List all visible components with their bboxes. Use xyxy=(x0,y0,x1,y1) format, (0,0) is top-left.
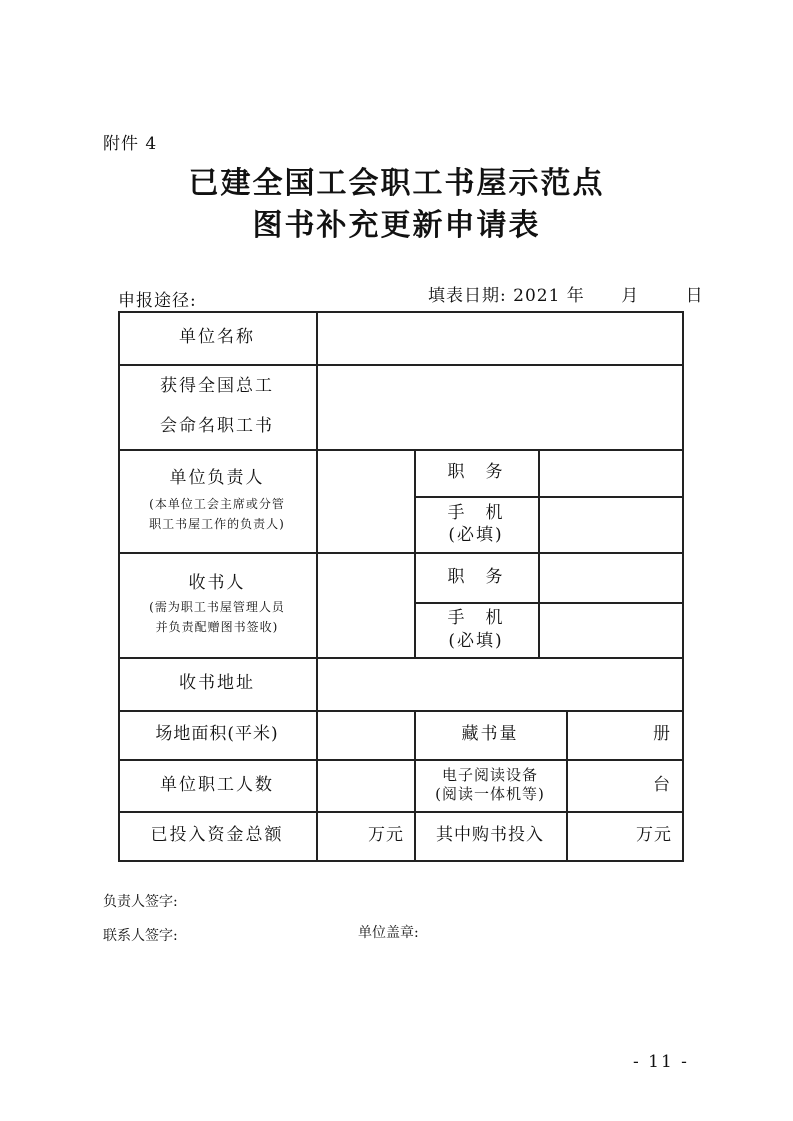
cell-total-investment xyxy=(118,811,316,860)
fill-date-year: 2021 年 xyxy=(513,286,585,306)
cell-unit-name xyxy=(118,311,316,364)
staff-count-label: 单位职工人数 xyxy=(160,774,274,795)
fill-date-label: 填表日期: xyxy=(428,286,507,306)
ereader-label-line1: 电子阅读设备 xyxy=(441,766,538,785)
recipient-mobile-required: (必填) xyxy=(448,630,504,651)
leader-mobile-required: (必填) xyxy=(448,525,504,545)
recipient-field[interactable] xyxy=(318,552,414,657)
leader-signature-label: 负责人签字: xyxy=(103,894,178,910)
venue-area-label: 场地面积(平米) xyxy=(155,724,279,745)
leader-position-field[interactable] xyxy=(540,449,682,496)
unit-name-label: 单位名称 xyxy=(179,327,255,348)
award-label-line1: 获得全国总工 xyxy=(160,376,274,397)
page-title-line2: 图书补充更新申请表 xyxy=(252,208,541,243)
cell-venue-area xyxy=(118,710,316,759)
unit-leader-field[interactable] xyxy=(318,449,414,552)
total-investment-label: 已投入资金总额 xyxy=(150,825,284,846)
total-investment-unit: 万元 xyxy=(368,825,404,846)
venue-area-field[interactable] xyxy=(318,710,414,759)
award-label-line2: 会命名职工书 xyxy=(160,415,274,436)
leader-mobile-field[interactable] xyxy=(540,496,682,552)
page-number: - 11 - xyxy=(633,1052,689,1072)
award-field[interactable] xyxy=(318,364,682,449)
attachment-label: 附件 4 xyxy=(103,134,158,154)
cell-collection xyxy=(414,710,566,759)
recipient-mobile-field[interactable] xyxy=(540,602,682,657)
address-field[interactable] xyxy=(318,657,682,710)
book-purchase-unit: 万元 xyxy=(636,825,672,846)
cell-book-purchase xyxy=(414,811,566,860)
leader-position-label: 职 务 xyxy=(447,462,505,483)
page-title-line1: 已建全国工会职工书屋示范点 xyxy=(188,166,605,201)
collection-field[interactable] xyxy=(568,710,682,759)
book-purchase-label: 其中购书投入 xyxy=(436,825,544,846)
fill-date-day: 日 xyxy=(685,286,704,306)
unit-leader-note-line1: (本单位工会主席或分管 xyxy=(149,497,285,512)
cell-leader-position xyxy=(414,449,538,496)
unit-name-field[interactable] xyxy=(318,311,682,364)
cell-unit-leader xyxy=(118,449,316,552)
address-label: 收书地址 xyxy=(179,673,255,694)
book-purchase-field[interactable] xyxy=(568,811,682,860)
unit-leader-label: 单位负责人 xyxy=(169,468,265,489)
recipient-mobile-label: 手 机 xyxy=(447,608,505,629)
cell-address xyxy=(118,657,316,710)
recipient-note-line2: 并负责配赠图书签收) xyxy=(155,619,279,634)
table-border-bottom xyxy=(118,860,684,862)
cell-recipient xyxy=(118,552,316,657)
cell-leader-mobile xyxy=(414,496,538,552)
ereader-field[interactable] xyxy=(568,759,682,811)
total-investment-field[interactable] xyxy=(318,811,414,860)
leader-mobile-label: 手 机 xyxy=(447,502,505,523)
collection-unit: 册 xyxy=(653,724,672,745)
collection-label: 藏书量 xyxy=(461,724,519,745)
recipient-position-field[interactable] xyxy=(540,552,682,602)
table-border-right xyxy=(682,311,684,861)
cell-award xyxy=(118,364,316,449)
recipient-note-line1: (需为职工书屋管理人员 xyxy=(149,600,285,615)
cell-staff-count xyxy=(118,759,316,811)
unit-leader-note-line2: 职工书屋工作的负责人) xyxy=(149,516,285,531)
cell-recipient-mobile xyxy=(414,602,538,657)
ereader-label-line2: (阅读一体机等) xyxy=(435,785,545,803)
fill-date-month: 月 xyxy=(621,286,640,306)
fill-date xyxy=(428,281,704,306)
staff-count-field[interactable] xyxy=(318,759,414,811)
ereader-unit: 台 xyxy=(653,774,672,795)
contact-signature-label: 联系人签字: xyxy=(103,928,178,944)
recipient-position-label: 职 务 xyxy=(447,566,505,587)
application-route-label: 申报途径: xyxy=(118,291,197,311)
recipient-label: 收书人 xyxy=(188,573,246,594)
cell-ereader xyxy=(414,759,566,811)
cell-recipient-position xyxy=(414,552,538,602)
unit-seal-label: 单位盖章: xyxy=(358,925,419,941)
